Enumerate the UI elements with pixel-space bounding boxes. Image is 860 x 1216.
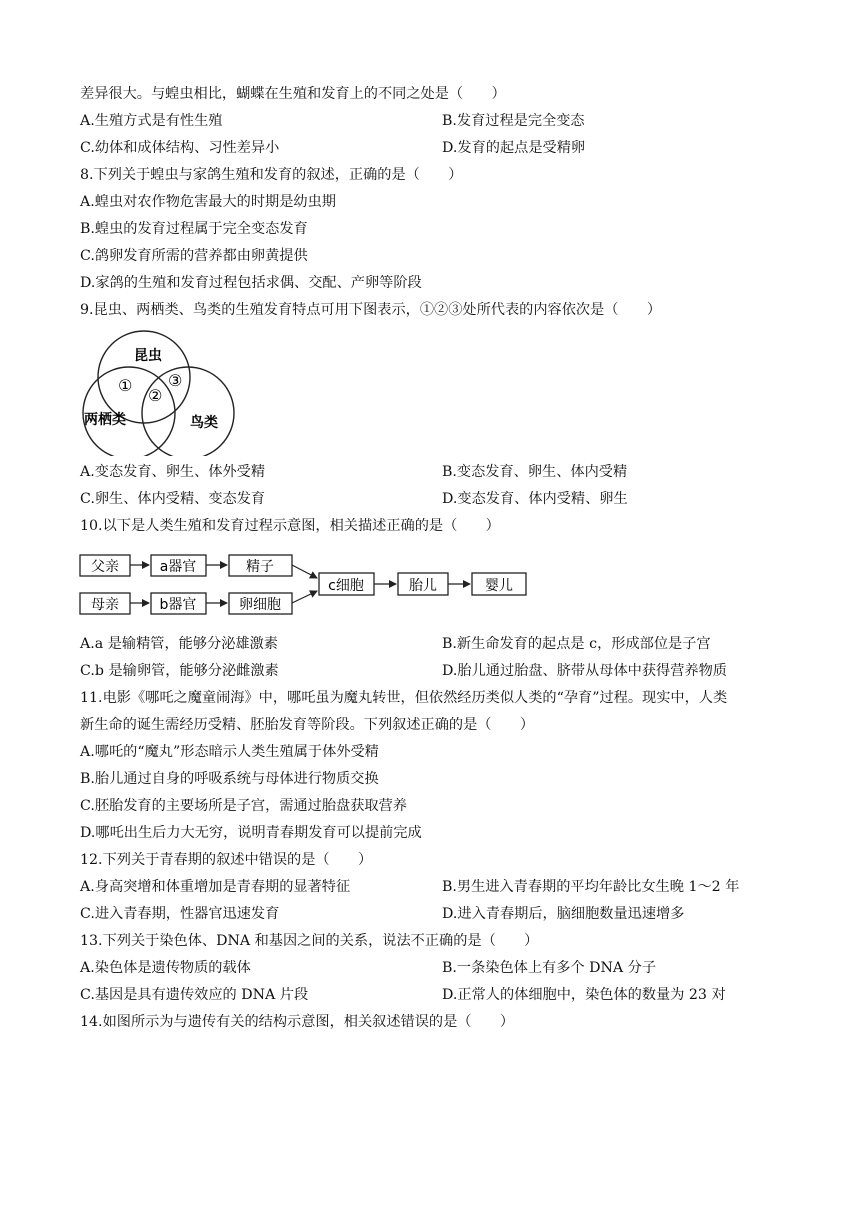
- q8-stem: 8.下列关于蝗虫与家鸽生殖和发育的叙述，正确的是（ ）: [80, 167, 463, 183]
- flow-label-fetus: 胎儿: [409, 578, 437, 594]
- flow-label-organ-b: b器官: [159, 597, 197, 613]
- q11-stem-line-2: 新生命的诞生需经历受精、胚胎发育等阶段。下列叙述正确的是（ ）: [80, 717, 535, 733]
- q13-option-d[interactable]: D.正常人的体细胞中，染色体的数量为 23 对: [442, 987, 726, 1003]
- flow-label-sperm: 精子: [246, 559, 274, 575]
- q9-option-d[interactable]: D.变态发育、体内受精、卵生: [442, 491, 628, 507]
- q10-stem: 10.以下是人类生殖和发育过程示意图，相关描述正确的是（ ）: [80, 518, 500, 534]
- q8-option-a[interactable]: A.蝗虫对农作物危害最大的时期是幼虫期: [80, 194, 336, 210]
- q10-option-c[interactable]: C.b 是输卵管，能够分泌雌激素: [80, 663, 279, 679]
- q7-option-c[interactable]: C.幼体和成体结构、习性差异小: [80, 140, 280, 156]
- q9-stem: 9.昆虫、两栖类、鸟类的生殖发育特点可用下图表示，①②③处所代表的内容依次是（ ）: [80, 302, 662, 318]
- q7-option-a[interactable]: A.生殖方式是有性生殖: [80, 113, 223, 129]
- venn-marker-1: ①: [118, 376, 133, 395]
- flow-label-cell-c: c细胞: [328, 578, 364, 594]
- reproduction-flow-diagram: [78, 550, 530, 620]
- q12-option-b[interactable]: B.男生进入青春期的平均年龄比女生晚 1～2 年: [442, 879, 740, 895]
- venn-diagram: [78, 330, 238, 456]
- venn-marker-3: ③: [168, 371, 183, 390]
- q13-option-c[interactable]: C.基因是具有遗传效应的 DNA 片段: [80, 987, 309, 1003]
- q11-option-b[interactable]: B.胎儿通过自身的呼吸系统与母体进行物质交换: [80, 771, 379, 787]
- q12-option-d[interactable]: D.进入青春期后，脑细胞数量迅速增多: [442, 906, 685, 922]
- q7-option-d[interactable]: D.发育的起点是受精卵: [442, 140, 586, 156]
- q11-option-a[interactable]: A.哪吒的“魔丸”形态暗示人类生殖属于体外受精: [80, 744, 379, 760]
- q12-stem: 12.下列关于青春期的叙述中错误的是（ ）: [80, 852, 373, 868]
- q9-option-a[interactable]: A.变态发育、卵生、体外受精: [80, 464, 266, 480]
- q13-stem: 13.下列关于染色体、DNA 和基因之间的关系，说法不正确的是（ ）: [80, 933, 539, 949]
- venn-label-amphibian: 两栖类: [84, 412, 126, 428]
- q14-stem: 14.如图所示为与遗传有关的结构示意图，相关叙述错误的是（ ）: [80, 1014, 515, 1030]
- q9-option-c[interactable]: C.卵生、体内受精、变态发育: [80, 491, 266, 507]
- flow-label-mother: 母亲: [91, 597, 119, 613]
- q10-option-a[interactable]: A.a 是输精管，能够分泌雄激素: [80, 636, 278, 652]
- q12-option-c[interactable]: C.进入青春期，性器官迅速发育: [80, 906, 280, 922]
- flow-label-baby: 婴儿: [485, 578, 513, 594]
- flow-label-organ-a: a器官: [159, 559, 197, 575]
- q13-option-b[interactable]: B.一条染色体上有多个 DNA 分子: [442, 960, 657, 976]
- q8-option-d[interactable]: D.家鸽的生殖和发育过程包括求偶、交配、产卵等阶段: [80, 275, 422, 291]
- venn-label-insect: 昆虫: [134, 348, 162, 364]
- flow-arrow: [292, 565, 317, 578]
- q9-option-b[interactable]: B.变态发育、卵生、体内受精: [442, 464, 628, 480]
- venn-circle-bird: [142, 367, 234, 456]
- q7-stem: 差异很大。与蝗虫相比，蝴蝶在生殖和发育上的不同之处是（ ）: [80, 86, 506, 102]
- flow-label-egg: 卵细胞: [239, 597, 281, 613]
- q11-option-c[interactable]: C.胚胎发育的主要场所是子宫，需通过胎盘获取营养: [80, 798, 407, 814]
- q10-option-d[interactable]: D.胎儿通过胎盘、脐带从母体中获得营养物质: [442, 663, 727, 679]
- q8-option-b[interactable]: B.蝗虫的发育过程属于完全变态发育: [80, 221, 308, 237]
- flow-arrow: [292, 591, 317, 603]
- q12-option-a[interactable]: A.身高突增和体重增加是青春期的显著特征: [80, 879, 351, 895]
- venn-marker-2: ②: [148, 386, 163, 405]
- q7-option-b[interactable]: B.发育过程是完全变态: [442, 113, 585, 129]
- q8-option-c[interactable]: C.鸽卵发育所需的营养都由卵黄提供: [80, 248, 308, 264]
- venn-label-bird: 鸟类: [190, 415, 218, 431]
- flow-label-father: 父亲: [91, 559, 119, 575]
- q11-option-d[interactable]: D.哪吒出生后力大无穷，说明青春期发育可以提前完成: [80, 825, 422, 841]
- q10-option-b[interactable]: B.新生命发育的起点是 c，形成部位是子宫: [442, 636, 711, 652]
- q13-option-a[interactable]: A.染色体是遗传物质的载体: [80, 960, 251, 976]
- q11-stem-line-1: 11.电影《哪吒之魔童闹海》中，哪吒虽为魔丸转世，但依然经历类似人类的“孕育”过程。现实中，人类: [80, 690, 728, 706]
